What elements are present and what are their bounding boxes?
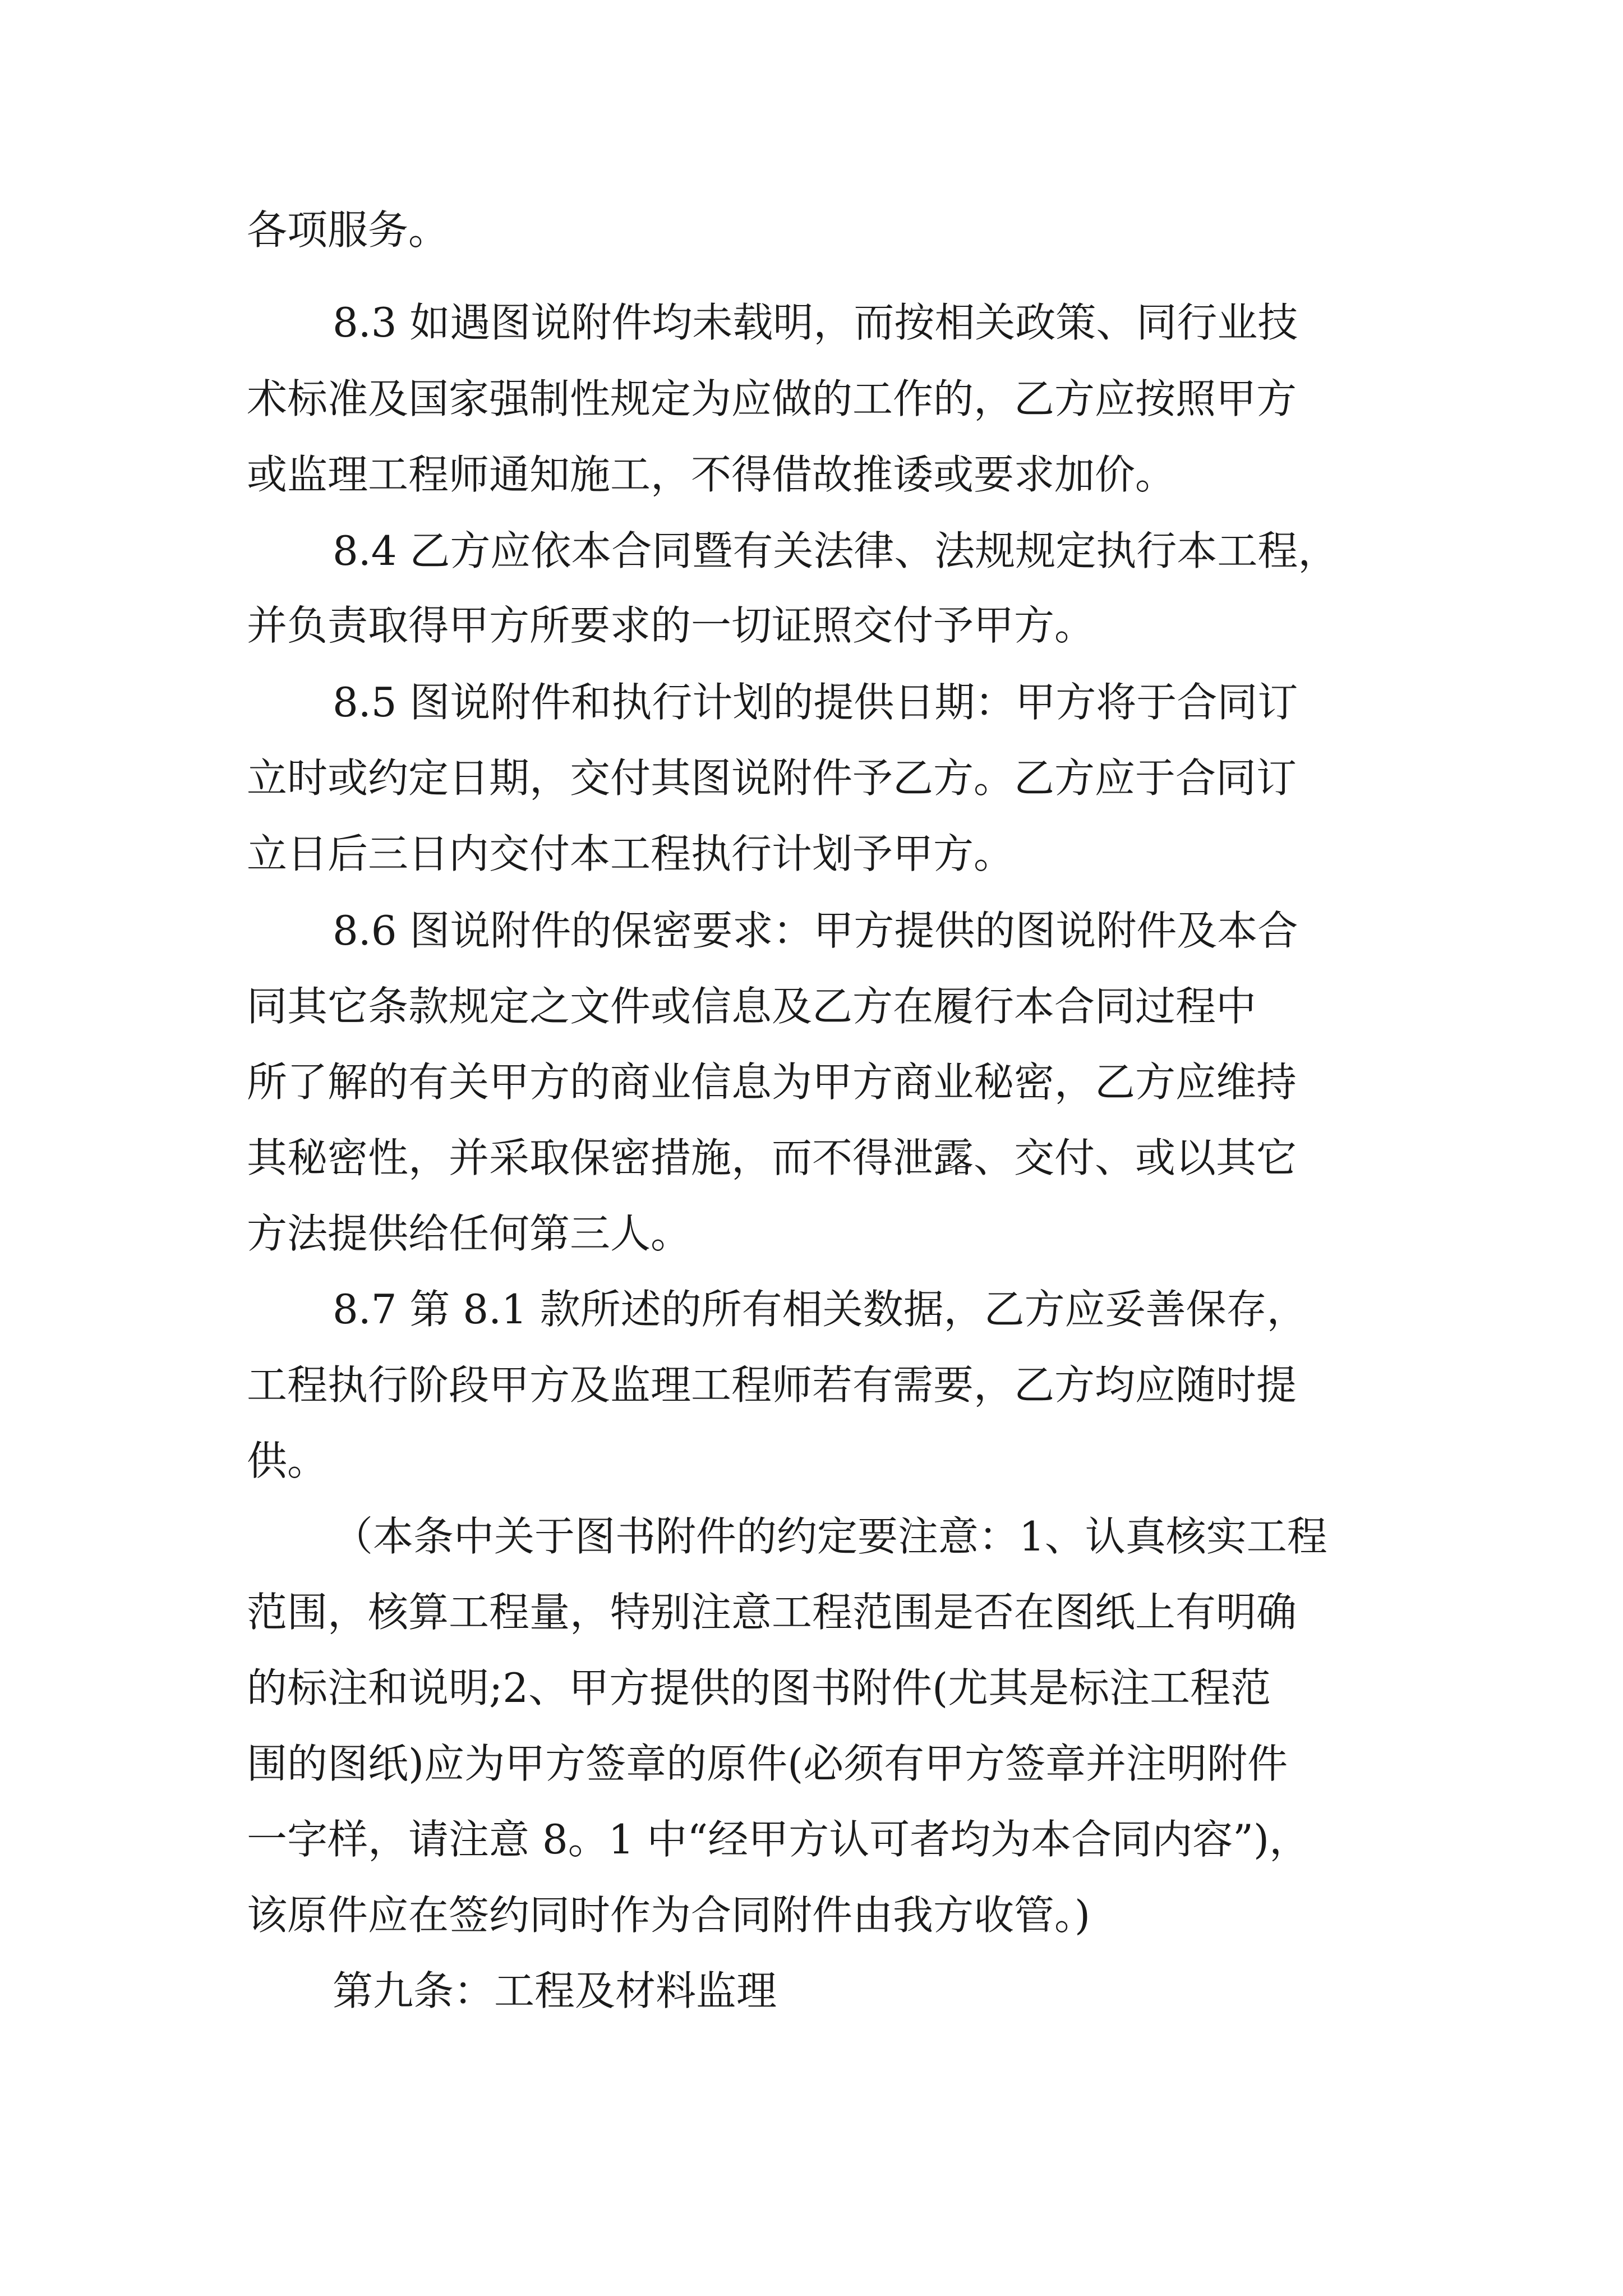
text-line: 所了解的有关甲方的商业信息为甲方商业秘密，乙方应维持 [247, 1059, 1297, 1106]
text-line: 其秘密性，并采取保密措施，而不得泄露、交付、或以其它 [247, 1134, 1297, 1181]
text-line: 立时或约定日期，交付其图说附件予乙方。乙方应于合同订 [247, 754, 1297, 802]
text-line: 8.5 图说附件和执行计划的提供日期：甲方将于合同订 [333, 679, 1298, 726]
text-line: 各项服务。 [247, 206, 449, 254]
text-line: 范围，核算工程量，特别注意工程范围是否在图纸上有明确 [247, 1589, 1297, 1636]
text-line: 8.4 乙方应依本合同暨有关法律、法规规定执行本工程， [333, 527, 1339, 574]
text-line: 8.6 图说附件的保密要求：甲方提供的图说附件及本合 [333, 907, 1298, 954]
text-line: 围的图纸)应为甲方签章的原件(必须有甲方签章并注明附件 [247, 1740, 1288, 1787]
section-heading: 第九条：工程及材料监理 [333, 1967, 777, 2014]
text-line: 的标注和说明;2、甲方提供的图书附件(尤其是标注工程范 [247, 1664, 1271, 1711]
text-line: 同其它条款规定之文件或信息及乙方在履行本合同过程中 [247, 983, 1257, 1030]
text-line: 8.3 如遇图说附件均未载明，而按相关政策、同行业技 [333, 299, 1298, 346]
text-line: （本条中关于图书附件的约定要注意：1、认真核实工程 [333, 1513, 1327, 1560]
text-line: 8.7 第 8.1 款所述的所有相关数据，乙方应妥善保存， [333, 1286, 1307, 1333]
text-line: 立日后三日内交付本工程执行计划予甲方。 [247, 830, 1015, 877]
text-line: 供。 [247, 1437, 328, 1484]
text-line: 或监理工程师通知施工，不得借故推诿或要求加价。 [247, 451, 1176, 498]
text-line: 该原件应在签约同时作为合同附件由我方收管。) [247, 1892, 1091, 1939]
text-line: 并负责取得甲方所要求的一切证照交付予甲方。 [247, 602, 1095, 649]
text-line: 方法提供给任何第三人。 [247, 1210, 691, 1257]
text-line: 术标准及国家强制性规定为应做的工作的，乙方应按照甲方 [247, 375, 1297, 422]
text-line: 一字样，请注意 8。1 中“经甲方认可者均为本合同内容”)， [247, 1816, 1310, 1863]
text-line: 工程执行阶段甲方及监理工程师若有需要，乙方均应随时提 [247, 1361, 1297, 1409]
